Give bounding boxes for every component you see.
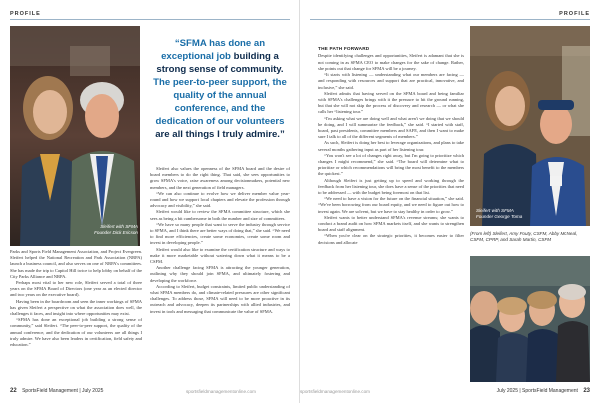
photo-illustration (470, 26, 590, 226)
paragraph: As such, Sleifert is doing her best to leverage organizations, and plans to take several months gathering input as part of her listening tour. (318, 140, 464, 152)
paragraph: Sleifert would also like to examine the certification structure and ways to make it more marketable without watering down what it means to be a CSFM. (150, 246, 290, 265)
paragraph: “SFMA has done an exceptional job building a strong sense of community,” said Sleifert. “The peer-to-peer support, the quality of the annual conference, and the dedication of our volunteers are all things I truly admire. We have also been leaders in certification, field safety and education.” (10, 317, 142, 348)
pull-quote-part-1: “SFMA has done an exceptional job (161, 38, 266, 62)
section-label: PROFILE (559, 11, 590, 17)
photo-caption (476, 208, 556, 219)
pull-quote (150, 38, 290, 142)
photo-illustration (10, 26, 140, 246)
right-page (300, 0, 600, 403)
footer-url: sportsfieldmanagementonline.com (300, 389, 370, 394)
caption-line-1: Sleifert with SFMA (476, 208, 514, 213)
caption-line-2: Founder George Toma (476, 213, 523, 219)
paragraph: “It starts with listening — understanding what our members are facing — and responding with resources and support that are practical, innovative, and inclusive,” she said. (318, 72, 464, 90)
paragraph: Although Sleifert is just getting up to speed and working through the feedback from her listening tour, she does have a sense of the priorities that need to be addressed — with the budget being foremost on that list. (318, 177, 464, 195)
paragraph: “We need to have a vision for the future on the financial situation,” she said. “We've been borrowing from our board equity, and we need to figure out how to invest again. We are solvent, but we have to stay healthy in order to grow.” (318, 196, 464, 214)
pull-quote-part-3: The peer-to-peer support, the quality of the annual conference, and the dedication of our volunteers (153, 76, 287, 127)
section-subhead: THE PATH FORWARD (318, 46, 370, 51)
footer-publication: SportsField Management | July 2025 (22, 388, 104, 394)
paragraph: “You won't see a lot of changes right away, but I'm going to prioritize which changes I might recommend,” she said. “The board will determine what to prioritize or which recommendations will bring the most benefit to the members the quickest.” (318, 152, 464, 177)
header-rule (310, 19, 590, 20)
section-label: PROFILE (10, 11, 41, 17)
body-column-3 (318, 46, 464, 246)
photo-illustration (470, 256, 590, 382)
paragraph: Having been in the boardroom and seen the inner workings of SFMA has given Sleifert a perspective on what the association does well, the challenges it faces, and insight into where opportunities may exist. (10, 298, 142, 317)
paragraph: Another challenge facing SFMA is attracting the younger generation, outlining why they should join SFMA, and ultimately fostering and developing the workforce. (150, 265, 290, 283)
photo-group-four (470, 256, 590, 382)
paragraph: Sleifert wants to better understand SFMA's revenue streams; she wants to conduct a brand audit on how SFMA markets itself, and she wants to strengthen board and staff alignment. (318, 214, 464, 233)
page-footer (497, 388, 590, 394)
body-column-2 (150, 166, 290, 315)
page-footer (10, 388, 103, 394)
photo-sleifert-ericson (10, 26, 140, 246)
pull-quote-part-4: are all things I truly admire.” (155, 128, 285, 140)
paragraph: Despite identifying challenges and opportunities, Sleifert is adamant that she is not coming in as SFMA CEO to make changes for the sake of change. Rather, she points out that change for SFMA will be a journey. (318, 53, 464, 71)
page-number: 22 (10, 388, 17, 394)
header-rule (10, 19, 290, 20)
paragraph: Perhaps most vital to her new role, Sleifert served a total of three years on the SFMA Board of Directors (one year as an elected director and two years on the executive board). (10, 280, 142, 298)
paragraph: According to Sleifert, budget constraints, limited public understanding of what SFMA members do, and climate-related pressures are other significant challenges. To address those, SFMA will need to be more proactive in its outreach and advocacy, deepen its partnerships with allied industries, and invest in tools and messaging that communicate the value of SFMA. (150, 283, 290, 314)
footer-publication: July 2025 | SportsField Management (496, 388, 578, 394)
paragraph: “When you're clear on the strategic priorities, it becomes easier to filter decisions and allocate (318, 233, 464, 245)
footer-url: sportsfieldmanagementonline.com (186, 389, 256, 394)
caption-line-2: Founder Dick Ericson (94, 229, 138, 235)
photo-caption (78, 224, 138, 235)
body-column-1 (10, 249, 142, 348)
paragraph: “I'm asking what we are doing well and what aren't we doing that we should be doing, and I will summarize the feedback,” she said. “I started with staff, board, past presidents, committee members and SAFE, and then I want to make sure I talk to all of the different segments of members.” (318, 115, 464, 140)
paragraph: Parks and Sports Field Management Association, and Project Evergreen. Sleifert helped the National Recreation and Park Association (NRPA) launch a business council, and also serves on one of NRPA's committees. She has made the trip to Capitol Hill twice to help lobby on behalf of the City Parks Alliance and NRPA. (10, 249, 142, 279)
page-number: 23 (583, 388, 590, 394)
paragraph: Sleifert would like to review the SFMA committee structure, which she sees as being a bit cumbersome in both the number and size of committees. (150, 209, 290, 221)
caption-line-1: Sleifert with SFMA (100, 224, 138, 229)
paragraph: Sleifert also values the openness of the SFMA board and the desire of board members to do the right thing. That said, she sees opportunities to grow SFMA's voice, raise awareness among decisionmakers, potential new members, and the next generation of field managers. (150, 166, 290, 190)
paragraph: “We can also continue to evolve how we deliver member value year-round and how we support local chapters and elevate the profession through advocacy and visibility,” she said. (150, 190, 290, 209)
paragraph: Sleifert admits that having served on the SFMA board and being familiar with SFMA's challenges brings with it the pressure to hit the ground running, but that she will not skip the process of discovery and research — or what she calls her “listening tour.” (318, 90, 464, 115)
photo-caption-group: (From left) Sleifert, Amy Fouty, CSFM, Abby McNeal, CSFM, CPRP, and Sarah Martin, CSFM (470, 231, 578, 242)
pull-quote-part-2: building a strong sense of community. (156, 50, 284, 75)
paragraph: “We have so many people that want to serve the industry through service to SFMA, and I think there are better ways of doing that,” she said. “We need to find more efficiencies, create some economies, create some room and invest in developing people.” (150, 221, 290, 246)
photo-sleifert-toma (470, 26, 590, 226)
